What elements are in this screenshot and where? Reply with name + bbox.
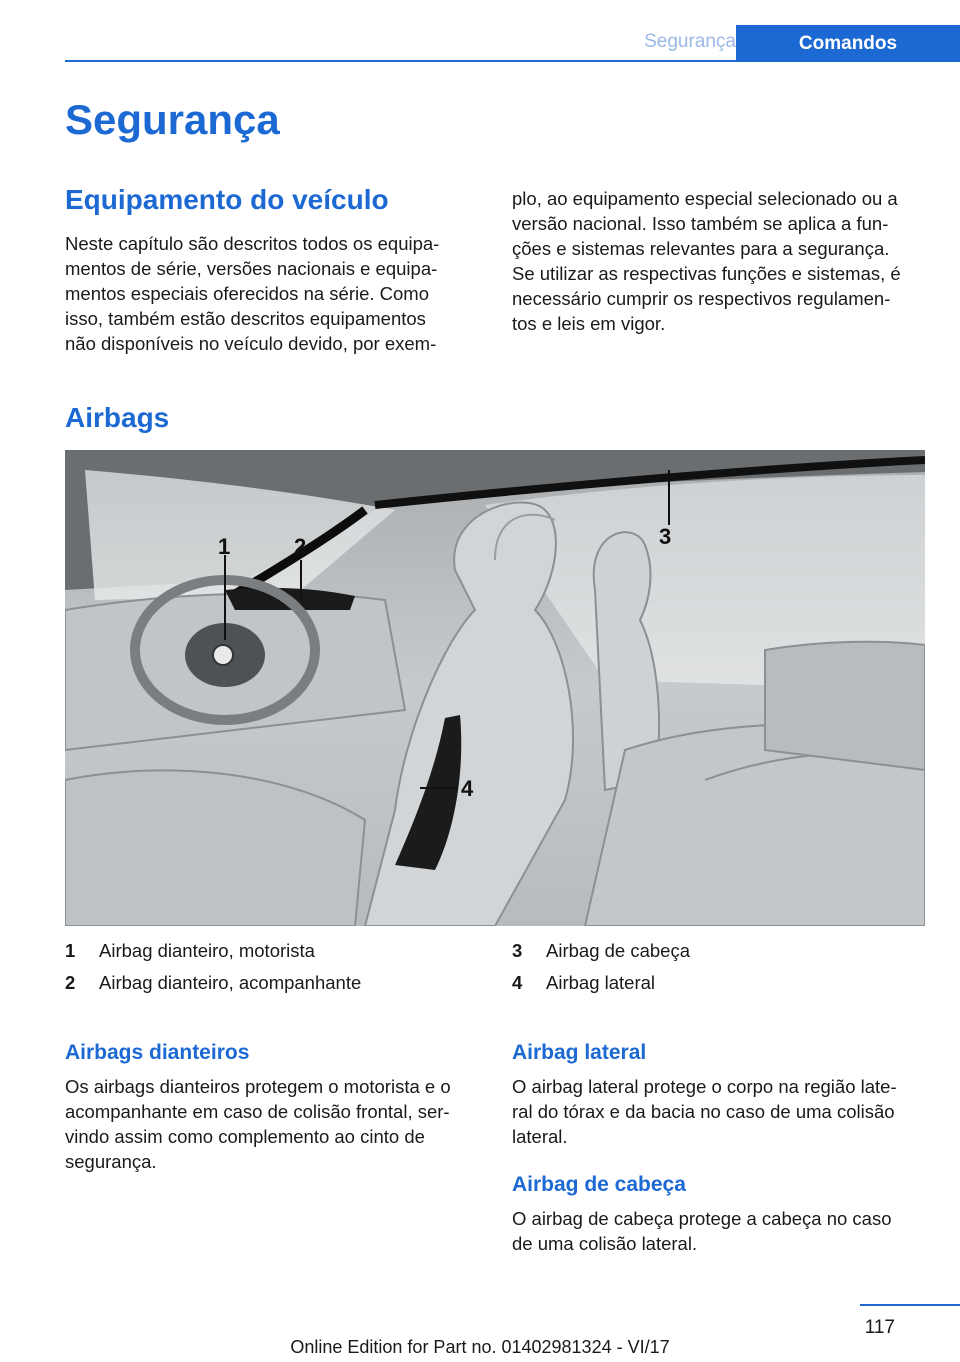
callout-1: 1 xyxy=(218,534,231,559)
header-rule xyxy=(65,60,960,62)
head-airbag-text: O airbag de cabeça protege a cabeça no caso de uma colisão lateral. xyxy=(512,1208,892,1254)
tab-section: Segurança xyxy=(644,31,736,52)
callout-2: 2 xyxy=(294,534,307,559)
tab-chapter: Comandos xyxy=(736,25,960,62)
heading-head-airbag: Airbag de cabeça xyxy=(512,1173,686,1196)
footer-rule xyxy=(860,1304,960,1306)
vehicle-equipment-col1: Neste capítulo são descritos todos os equipa‐ mentos de série, versões nacionais e equipa‐ mentos especiais oferecidos na série. Como isso, também estão descritos equipamentos não disponíveis no veículo devido, por exem‐ xyxy=(65,233,440,354)
side-airbag-text: O airbag lateral protege o corpo na região late‐ ral do tórax e da bacia no caso de uma colisão lateral. xyxy=(512,1076,897,1147)
car-interior-drawing xyxy=(65,450,925,926)
legend-item: 3 Airbag de cabeça xyxy=(512,940,690,961)
page-number: 117 xyxy=(864,1317,895,1338)
heading-vehicle-equipment: Equipamento do veículo xyxy=(65,184,389,215)
page-header xyxy=(65,25,960,62)
front-airbags-text: Os airbags dianteiros protegem o motorista e o acompanhante em caso de colisão frontal, ser‐ vindo assim como complemento ao cinto de segurança. xyxy=(65,1076,451,1172)
page-title: Segurança xyxy=(65,96,280,143)
vehicle-equipment-col2: plo, ao equipamento especial selecionado ou a versão nacional. Isso também se aplica a fun‐ ções e sistemas relevantes para a segurança. Se utilizar as respectivas funções e sistemas, é necessário cumprir os respectivos regulamen‐ tos e leis em vigor. xyxy=(512,188,901,334)
heading-airbags: Airbags xyxy=(65,402,170,433)
heading-side-airbag: Airbag lateral xyxy=(512,1041,647,1064)
legend-item: 1 Airbag dianteiro, motorista xyxy=(65,940,315,961)
footer-edition: Online Edition for Part no. 01402981324 - VI/17 xyxy=(290,1337,670,1357)
legend-item: 4 Airbag lateral xyxy=(512,972,656,993)
callout-3: 3 xyxy=(659,524,672,549)
legend-item: 2 Airbag dianteiro, acompanhante xyxy=(65,972,362,993)
heading-front-airbags: Airbags dianteiros xyxy=(65,1041,250,1064)
callout-4: 4 xyxy=(461,776,474,801)
airbags-illustration xyxy=(65,450,925,926)
